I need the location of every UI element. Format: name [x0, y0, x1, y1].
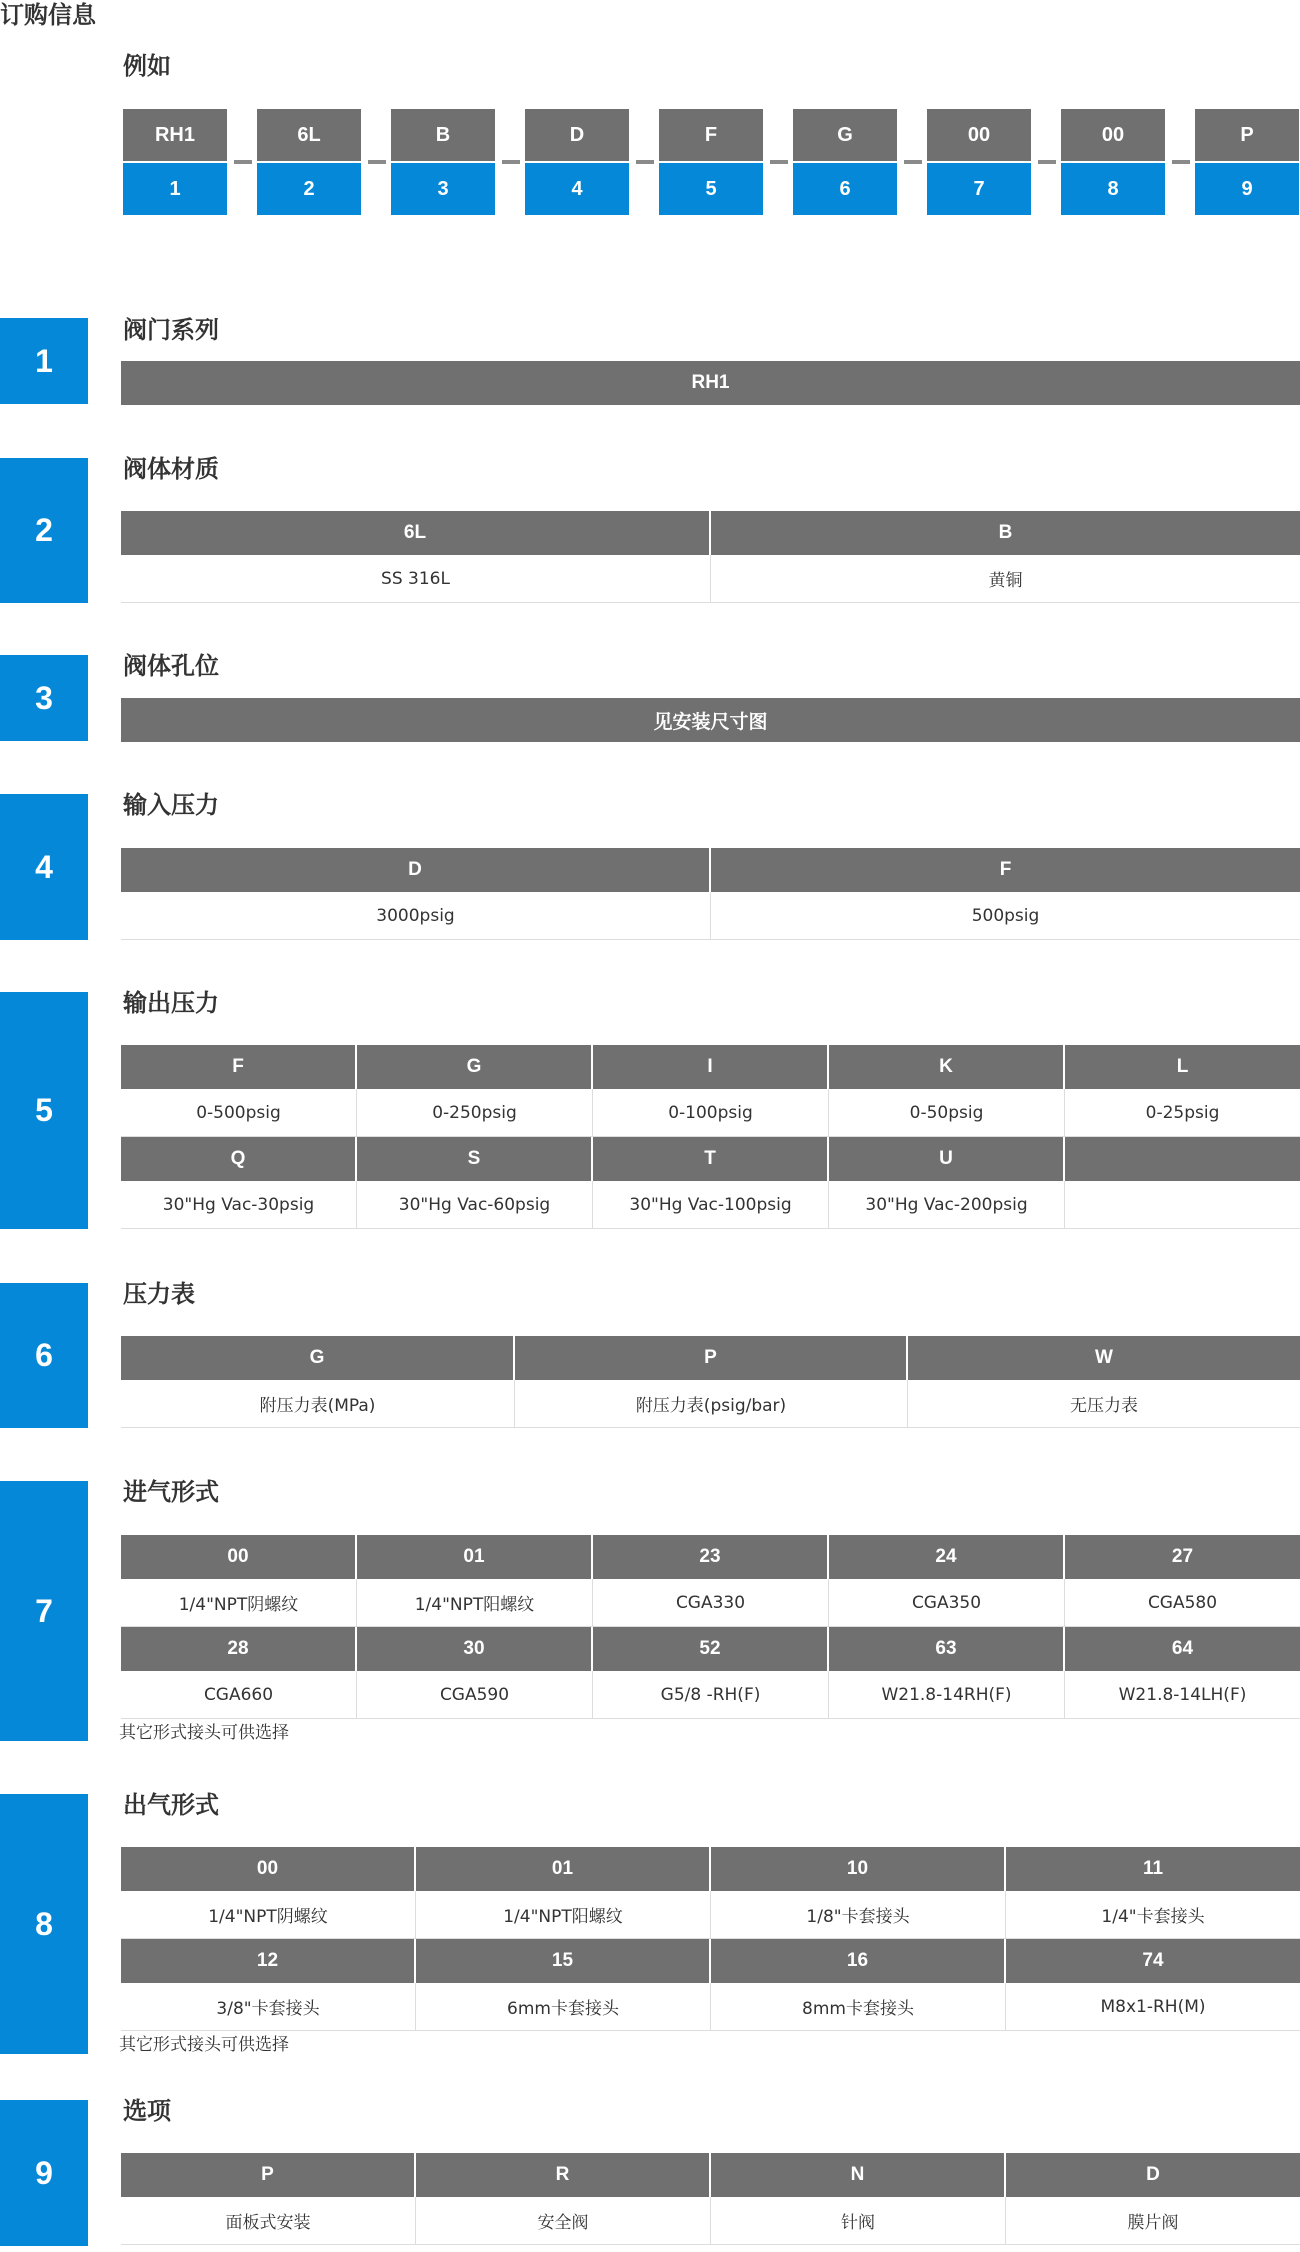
option-value: 无压力表 — [908, 1380, 1300, 1428]
section-title: 阀体孔位 — [123, 652, 219, 680]
option-code: U — [829, 1137, 1065, 1181]
option-value: CGA350 — [829, 1579, 1065, 1627]
option-table — [121, 361, 1300, 405]
option-value: 膜片阀 — [1006, 2197, 1300, 2245]
example-label: 例如 — [123, 52, 171, 80]
option-code: D — [121, 848, 711, 892]
option-code: S — [357, 1137, 593, 1181]
option-code: 28 — [121, 1627, 357, 1671]
option-value: CGA580 — [1065, 1579, 1300, 1627]
separator-dash — [368, 160, 386, 164]
section-number-badge: 3 — [0, 655, 88, 741]
section-number-badge: 7 — [0, 1481, 88, 1741]
option-value: M8x1-RH(M) — [1006, 1983, 1300, 2031]
section-title: 选项 — [123, 2097, 171, 2125]
section-number-badge: 2 — [0, 458, 88, 603]
option-code: 00 — [121, 1847, 416, 1891]
option-value: 0-25psig — [1065, 1089, 1300, 1137]
section-title: 输入压力 — [123, 791, 219, 819]
option-code: 64 — [1065, 1627, 1300, 1671]
example-code: G — [793, 109, 897, 161]
option-code: I — [593, 1045, 829, 1089]
example-position: 7 — [927, 163, 1031, 215]
option-value: 黄铜 — [711, 555, 1300, 603]
option-table — [121, 511, 1300, 603]
example-code: 6L — [257, 109, 361, 161]
example-position: 2 — [257, 163, 361, 215]
option-code: 15 — [416, 1939, 711, 1983]
separator-dash — [234, 160, 252, 164]
separator-dash — [770, 160, 788, 164]
example-code-cell — [659, 109, 763, 215]
option-value: 1/4"NPT阴螺纹 — [121, 1891, 416, 1939]
option-table — [121, 848, 1300, 940]
section-number-badge: 4 — [0, 794, 88, 940]
option-code: 16 — [711, 1939, 1006, 1983]
option-value: CGA590 — [357, 1671, 593, 1719]
option-code: 10 — [711, 1847, 1006, 1891]
option-table — [121, 1535, 1300, 1719]
example-position: 3 — [391, 163, 495, 215]
option-code: 24 — [829, 1535, 1065, 1579]
option-code: R — [416, 2153, 711, 2197]
option-code: P — [121, 2153, 416, 2197]
option-value-empty — [1065, 1181, 1300, 1229]
example-position: 6 — [793, 163, 897, 215]
example-code: F — [659, 109, 763, 161]
option-value: 3/8"卡套接头 — [121, 1983, 416, 2031]
option-value: 30"Hg Vac-30psig — [121, 1181, 357, 1229]
option-value: 30"Hg Vac-200psig — [829, 1181, 1065, 1229]
example-code: 00 — [927, 109, 1031, 161]
option-value: 针阀 — [711, 2197, 1006, 2245]
option-code: 01 — [357, 1535, 593, 1579]
example-code: P — [1195, 109, 1299, 161]
option-code: L — [1065, 1045, 1300, 1089]
example-code-cell — [927, 109, 1031, 215]
example-code-cell — [391, 109, 495, 215]
option-value: 安全阀 — [416, 2197, 711, 2245]
option-code: P — [515, 1336, 908, 1380]
option-code: B — [711, 511, 1300, 555]
option-value: 8mm卡套接头 — [711, 1983, 1006, 2031]
option-code: Q — [121, 1137, 357, 1181]
section-title: 压力表 — [123, 1280, 195, 1308]
option-code: N — [711, 2153, 1006, 2197]
option-value: 1/4"NPT阳螺纹 — [357, 1579, 593, 1627]
example-position: 9 — [1195, 163, 1299, 215]
separator-dash — [502, 160, 520, 164]
example-position: 4 — [525, 163, 629, 215]
option-code: 12 — [121, 1939, 416, 1983]
option-code: 00 — [121, 1535, 357, 1579]
option-code: D — [1006, 2153, 1300, 2197]
option-value: CGA660 — [121, 1671, 357, 1719]
option-value: 0-500psig — [121, 1089, 357, 1137]
option-code: 52 — [593, 1627, 829, 1671]
option-value: 1/4"NPT阴螺纹 — [121, 1579, 357, 1627]
example-code-cell — [1195, 109, 1299, 215]
option-value: 1/4"卡套接头 — [1006, 1891, 1300, 1939]
example-code-cell — [257, 109, 361, 215]
example-position: 1 — [123, 163, 227, 215]
separator-dash — [1172, 160, 1190, 164]
section-title: 阀门系列 — [123, 316, 219, 344]
option-code: 6L — [121, 511, 711, 555]
option-value: 6mm卡套接头 — [416, 1983, 711, 2031]
example-position: 5 — [659, 163, 763, 215]
option-code: 11 — [1006, 1847, 1300, 1891]
option-code: G — [357, 1045, 593, 1089]
option-code: F — [711, 848, 1300, 892]
option-value: SS 316L — [121, 555, 711, 603]
example-code-cell — [793, 109, 897, 215]
footnote: 其它形式接头可供选择 — [119, 2035, 289, 2055]
option-value: G5/8 -RH(F) — [593, 1671, 829, 1719]
option-value: 30"Hg Vac-60psig — [357, 1181, 593, 1229]
section-title: 出气形式 — [123, 1791, 219, 1819]
option-value: W21.8-14RH(F) — [829, 1671, 1065, 1719]
section-number-badge: 1 — [0, 318, 88, 404]
option-table — [121, 1336, 1300, 1428]
separator-dash — [1038, 160, 1056, 164]
example-code-cell — [123, 109, 227, 215]
option-code: 27 — [1065, 1535, 1300, 1579]
separator-dash — [904, 160, 922, 164]
option-value: 面板式安装 — [121, 2197, 416, 2245]
option-code: F — [121, 1045, 357, 1089]
section-title: 输出压力 — [123, 989, 219, 1017]
section-title: 阀体材质 — [123, 455, 219, 483]
example-code-cell — [525, 109, 629, 215]
option-table — [121, 1847, 1300, 2031]
option-code: G — [121, 1336, 515, 1380]
option-code: 01 — [416, 1847, 711, 1891]
page-title: 订购信息 — [0, 1, 96, 29]
option-code: 23 — [593, 1535, 829, 1579]
option-value: CGA330 — [593, 1579, 829, 1627]
option-value: 0-100psig — [593, 1089, 829, 1137]
option-code-empty — [1065, 1137, 1300, 1181]
option-code: K — [829, 1045, 1065, 1089]
option-code: W — [908, 1336, 1300, 1380]
option-table — [121, 1045, 1300, 1229]
example-code: D — [525, 109, 629, 161]
option-value: 1/4"NPT阳螺纹 — [416, 1891, 711, 1939]
option-table — [121, 2153, 1300, 2245]
example-code: B — [391, 109, 495, 161]
option-value: 附压力表(MPa) — [121, 1380, 515, 1428]
section-title: 进气形式 — [123, 1478, 219, 1506]
footnote: 其它形式接头可供选择 — [119, 1723, 289, 1743]
option-code: RH1 — [121, 361, 1300, 405]
option-code: 63 — [829, 1627, 1065, 1671]
option-code: 30 — [357, 1627, 593, 1671]
option-value: 3000psig — [121, 892, 711, 940]
section-number-badge: 9 — [0, 2100, 88, 2246]
option-value: 30"Hg Vac-100psig — [593, 1181, 829, 1229]
option-value: 附压力表(psig/bar) — [515, 1380, 908, 1428]
option-value: 500psig — [711, 892, 1300, 940]
option-value: 1/8"卡套接头 — [711, 1891, 1006, 1939]
section-number-badge: 6 — [0, 1283, 88, 1428]
option-code: 74 — [1006, 1939, 1300, 1983]
example-code: 00 — [1061, 109, 1165, 161]
section-number-badge: 5 — [0, 992, 88, 1229]
option-value: 0-50psig — [829, 1089, 1065, 1137]
option-code: 见安装尺寸图 — [121, 698, 1300, 742]
example-code: RH1 — [123, 109, 227, 161]
example-position: 8 — [1061, 163, 1165, 215]
option-code: T — [593, 1137, 829, 1181]
section-number-badge: 8 — [0, 1794, 88, 2054]
separator-dash — [636, 160, 654, 164]
option-value: W21.8-14LH(F) — [1065, 1671, 1300, 1719]
example-code-cell — [1061, 109, 1165, 215]
option-value: 0-250psig — [357, 1089, 593, 1137]
option-table — [121, 698, 1300, 742]
